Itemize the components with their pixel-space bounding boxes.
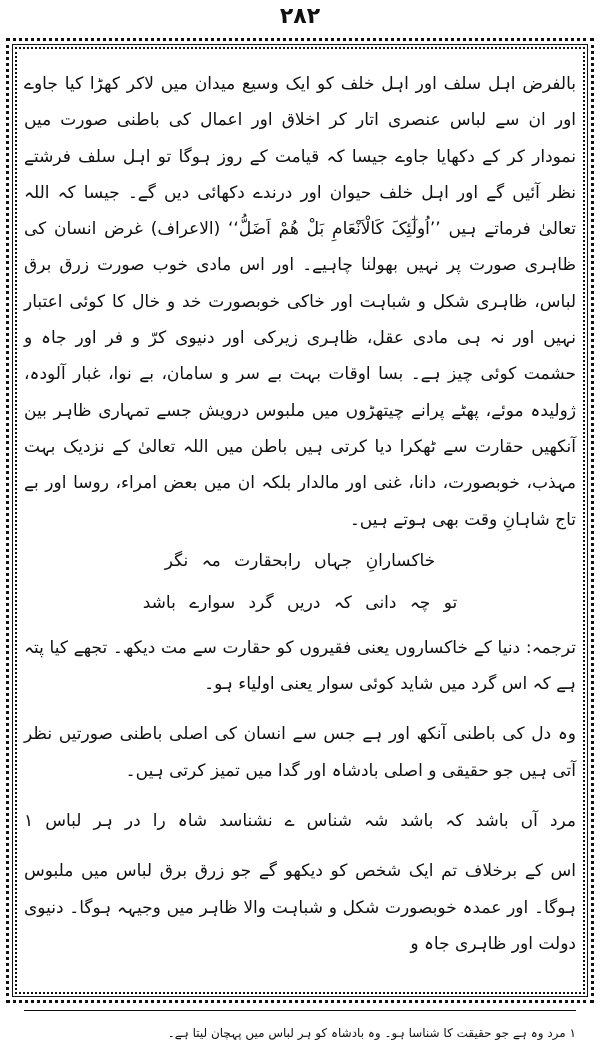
persian-verse-1: خاکسارانِ جہاں رابحقارت مہ نگر bbox=[164, 550, 436, 571]
footnote: ۱ مرد وہ ہے جو حقیقت کا شناسا ہو۔ وہ بادشاہ کو ہر لباس میں پہچان لیتا ہے۔ bbox=[167, 1026, 576, 1040]
paragraph-2: وہ دل کی باطنی آنکھ اور ہے جس سے انسان کی اصلی باطنی صورتیں نظر آتی ہیں جو حقیقی و اصلی بادشاہ اور گدا میں تمیز کرتی ہیں۔ bbox=[24, 724, 576, 781]
paragraph-3: اس کے برخلاف تم ایک شخص کو دیکھو گے جو زرق برق لباس میں ملبوس ہوگا۔ اور عمدہ خوبصورت شکل و شباہت والا ظاہر میں وجیہہ ہوگا۔ دنیوی دولت اور ظاہری جاہ و bbox=[24, 861, 576, 954]
paragraph-1: بالفرض اہل سلف اور اہل خلف کو ایک وسیع میدان میں لاکر کھڑا کیا جاوے اور ان سے لباس عنصری اتار کر اخلاق اور اعمال کی باطنی صورت میں نمودار کر کے دکھایا جاوے جیسا کہ قیامت کے روز ہوگا تو اہل سلف فرشتے نظر آئیں گے اور اہل خلف حیوان اور درندے دکھائی دیں گے۔ جیسا کہ اللہ تعالیٰ فرماتے ہیں ’’اُولٰٓئِکَ کَالْاَنْعَامِ بَلْ ھُمْ اَضَلُّ‘‘ (الاعراف) غرض انسان کی ظاہری صورت پر نہیں بھولنا چاہیے۔ اور اس مادی خوب صورت زرق برق لباس، ظاہری شکل و شباہت اور خاکی خوبصورت خد و خال کا کوئی اعتبار نہیں اور نہ ہی مادی عقل، ظاہری زیرکی اور دنیوی کرّ و فر اور جاہ و حشمت کوئی چیز ہے۔ بسا اوقات بہت بے سر و سامان، بے نوا، غبار آلودہ، ژولیدہ موئے، پھٹے پرانے چیتھڑوں میں ملبوس درویش جسے تمہاری ظاہر بین آنکھیں حقارت سے ٹھکرا دیا کرتی ہیں باطن میں اللہ تعالیٰ کے نزدیک بہت مہذب، خوبصورت، دانا، غنی اور مالدار بلکہ ان میں بعض امراء، روسا اور بے تاج شاہانِ وقت بھی ہوتے ہیں۔ bbox=[24, 74, 576, 530]
persian-verse-2: تو چہ دانی کہ دریں گرد سوارے باشد bbox=[142, 592, 458, 613]
verse-translation: ترجمہ: دنیا کے خاکساروں یعنی فقیروں کو حقارت سے مت دیکھ۔ تجھے کیا پتہ ہے کہ اس گرد میں شاید کوئی سوار یعنی اولیاء ہو۔ bbox=[24, 637, 576, 695]
footnote-divider bbox=[24, 1010, 576, 1011]
page-number: ۲۸۲ bbox=[279, 4, 321, 29]
page-body bbox=[24, 66, 576, 962]
persian-verse-3: مرد آں باشد کہ باشد شہ شناس ے نشناسد شاہ را در ہر لباس ۱ bbox=[24, 811, 576, 832]
